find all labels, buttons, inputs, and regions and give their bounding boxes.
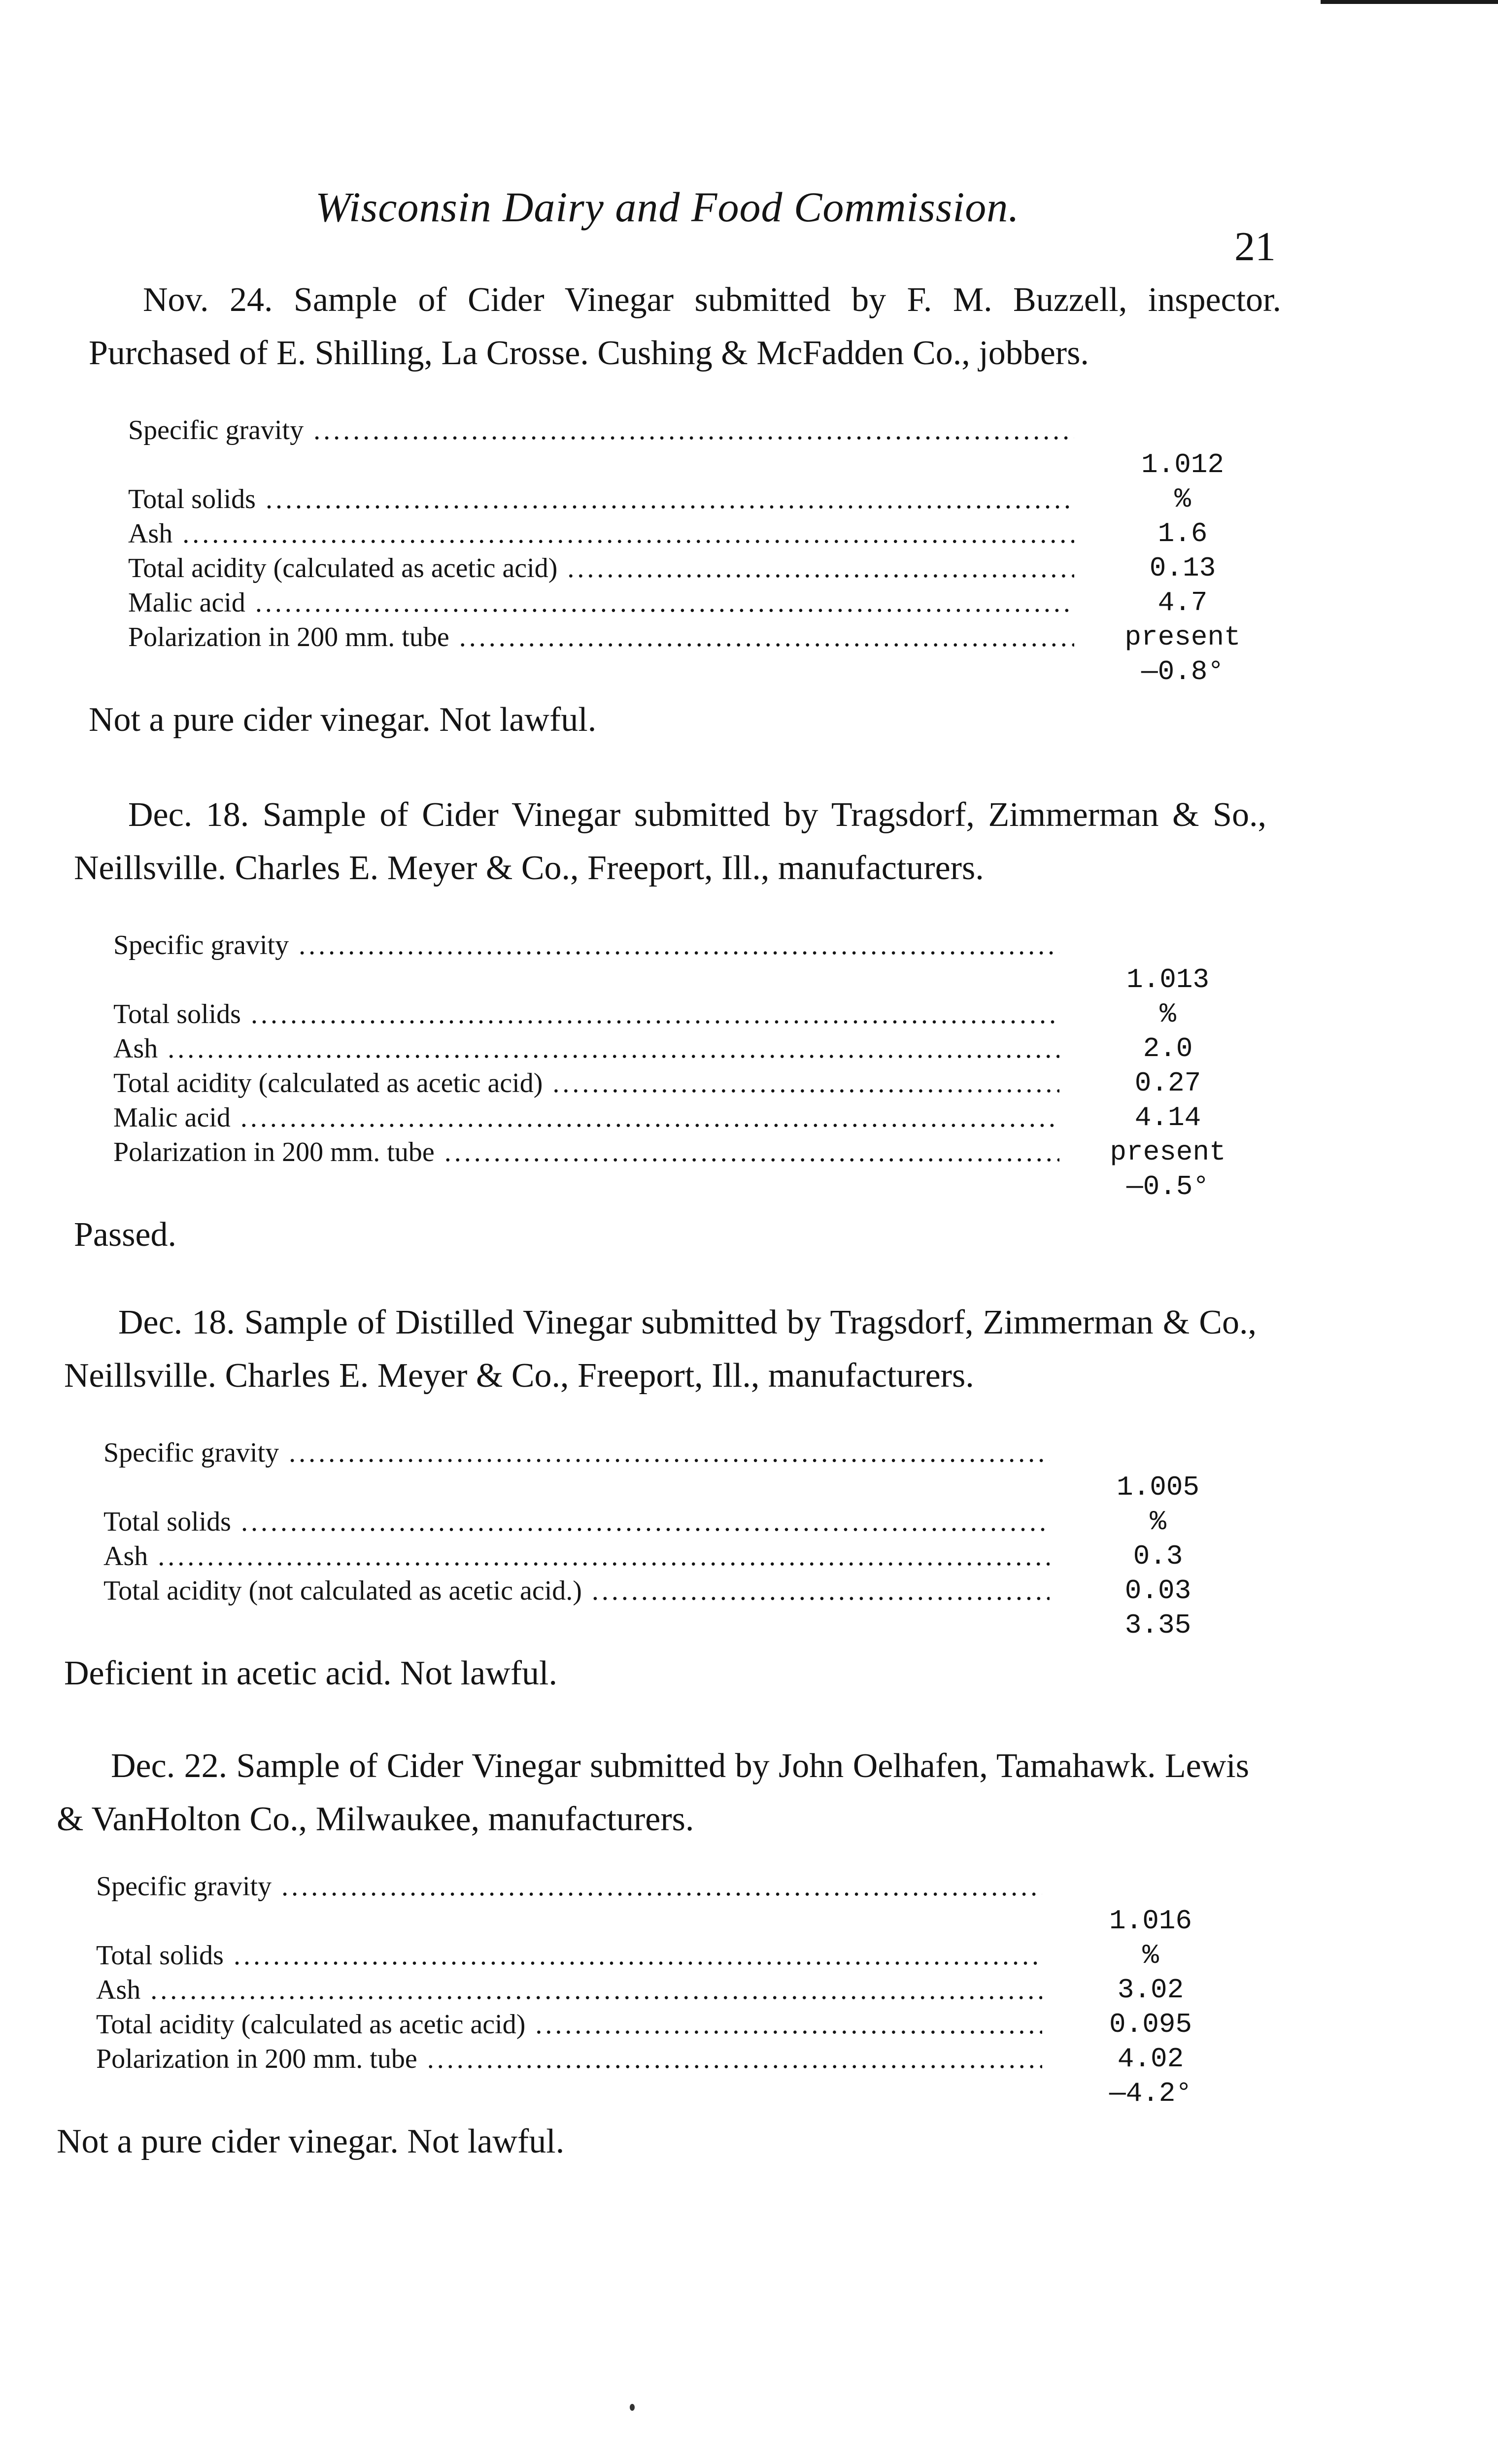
- row-value: %: [1174, 483, 1191, 515]
- row-value: 1.012: [1141, 449, 1225, 480]
- analysis-row: [57, 2009, 1249, 2043]
- row-label: Total solids .....: [103, 1506, 1050, 1538]
- analysis-row: [74, 1102, 1266, 1136]
- entry-verdict: Not a pure cider vinegar. Not lawful.: [89, 701, 597, 739]
- analysis-row: [64, 1575, 1257, 1609]
- analysis-row: [89, 483, 1281, 518]
- row-value: present: [1124, 621, 1241, 653]
- analysis-table: [64, 1437, 1257, 1644]
- row-value: present: [1110, 1136, 1226, 1168]
- analysis-row: [74, 998, 1266, 1033]
- entry-intro: Dec. 18. Sample of Distilled Vinegar submitted by Tragsdorf, Zimmerman & Co., Neillsville. Charles E. Meyer & Co., Freeport, Ill., manufacturers.: [64, 1303, 1257, 1395]
- row-label: Polarization in 200 mm. tube .....: [113, 1136, 1059, 1168]
- analysis-row: [89, 414, 1281, 449]
- entry-intro: Dec. 18. Sample of Cider Vinegar submitted by Tragsdorf, Zimmerman & So., Neillsville. Charles E. Meyer & Co., Freeport, Ill., manufacturers.: [74, 796, 1266, 887]
- analysis-row: [64, 1437, 1257, 1472]
- row-label: Total acidity (calculated as acetic acid) .....: [113, 1067, 1059, 1099]
- analysis-row: [64, 1540, 1257, 1575]
- analysis-row: [57, 1905, 1249, 1940]
- entry-intro: Nov. 24. Sample of Cider Vinegar submitted by F. M. Buzzell, inspector. Purchased of E. Shilling, La Crosse. Cushing & McFadden Co., jobbers.: [89, 281, 1281, 372]
- row-value: —0.8°: [1141, 656, 1225, 687]
- row-value: 0.095: [1109, 2009, 1192, 2040]
- row-value: 4.7: [1158, 587, 1208, 618]
- report-entry: [89, 274, 1281, 740]
- analysis-row: [57, 1974, 1249, 2009]
- entry-intro: Dec. 22. Sample of Cider Vinegar submitted by John Oelhafen, Tamahawk. Lewis & VanHolton Co., Milwaukee, manufacturers.: [57, 1747, 1249, 1838]
- row-value: —4.2°: [1109, 2078, 1192, 2109]
- analysis-row: [89, 656, 1281, 690]
- row-label: Total solids .....: [128, 483, 1074, 515]
- page-number: 21: [1234, 224, 1276, 270]
- analysis-row: [89, 621, 1281, 656]
- row-value: 0.3: [1133, 1540, 1183, 1572]
- row-label: Polarization in 200 mm. tube .....: [96, 2043, 1042, 2075]
- row-label: Ash .....: [103, 1540, 1050, 1572]
- row-value: 1.005: [1116, 1472, 1200, 1503]
- report-entry: [64, 1296, 1257, 1693]
- row-value: 0.03: [1124, 1575, 1192, 1607]
- row-label: Total solids .....: [96, 1940, 1042, 1971]
- row-label: Malic acid .....: [128, 587, 1074, 618]
- row-value: 0.13: [1149, 552, 1216, 584]
- row-value: 0.27: [1134, 1067, 1201, 1099]
- row-label: Specific gravity .....: [113, 929, 1059, 961]
- row-label: Total solids .....: [113, 998, 1059, 1030]
- entry-verdict: Passed.: [74, 1216, 177, 1254]
- analysis-row: [74, 1136, 1266, 1171]
- row-value: 1.6: [1158, 518, 1208, 549]
- row-value: 3.02: [1117, 1974, 1184, 2006]
- row-value: 4.14: [1134, 1102, 1201, 1133]
- analysis-row: [64, 1506, 1257, 1540]
- entry-verdict: Not a pure cider vinegar. Not lawful.: [57, 2122, 565, 2160]
- row-value: %: [1159, 998, 1176, 1030]
- row-label: Specific gravity .....: [103, 1437, 1050, 1469]
- top-edge-rule: [1321, 0, 1498, 4]
- analysis-row: [57, 2078, 1249, 2112]
- analysis-row: [74, 964, 1266, 998]
- analysis-row: [89, 587, 1281, 621]
- analysis-row: [64, 1472, 1257, 1506]
- row-label: Total acidity (calculated as acetic acid) .....: [96, 2009, 1042, 2040]
- row-label: Ash .....: [113, 1033, 1059, 1064]
- analysis-table: [89, 414, 1281, 690]
- report-entry: [74, 788, 1266, 1255]
- analysis-row: [89, 552, 1281, 587]
- analysis-row: [57, 1940, 1249, 1974]
- row-value: 1.016: [1109, 1905, 1192, 1937]
- row-label: Polarization in 200 mm. tube .....: [128, 621, 1074, 653]
- row-label: Specific gravity .....: [96, 1871, 1042, 1902]
- analysis-row: [89, 449, 1281, 483]
- entry-verdict: Deficient in acetic acid. Not lawful.: [64, 1654, 557, 1692]
- row-label: Ash .....: [128, 518, 1074, 549]
- analysis-table: [57, 1871, 1249, 2112]
- report-entry: [57, 1740, 1249, 2161]
- row-label: Specific gravity .....: [128, 414, 1074, 446]
- row-label: Ash .....: [96, 1974, 1042, 2006]
- ink-speck: [630, 2404, 635, 2411]
- analysis-table: [74, 929, 1266, 1205]
- analysis-row: [64, 1609, 1257, 1644]
- analysis-row: [89, 518, 1281, 552]
- row-value: 4.02: [1117, 2043, 1184, 2075]
- row-label: Total acidity (not calculated as acetic acid.) .....: [103, 1575, 1050, 1607]
- analysis-row: [57, 1871, 1249, 1905]
- analysis-row: [74, 929, 1266, 964]
- analysis-row: [57, 2043, 1249, 2078]
- analysis-row: [74, 1067, 1266, 1102]
- row-value: 1.013: [1126, 964, 1210, 995]
- row-label: Malic acid .....: [113, 1102, 1059, 1133]
- row-label: Total acidity (calculated as acetic acid) .....: [128, 552, 1074, 584]
- row-value: %: [1150, 1506, 1166, 1538]
- analysis-row: [74, 1171, 1266, 1205]
- row-value: %: [1142, 1940, 1159, 1971]
- row-value: 2.0: [1143, 1033, 1193, 1064]
- row-value: —0.5°: [1126, 1171, 1210, 1202]
- running-header-title: Wisconsin Dairy and Food Commission.: [315, 183, 1020, 231]
- analysis-row: [74, 1033, 1266, 1067]
- row-value: 3.35: [1124, 1609, 1192, 1641]
